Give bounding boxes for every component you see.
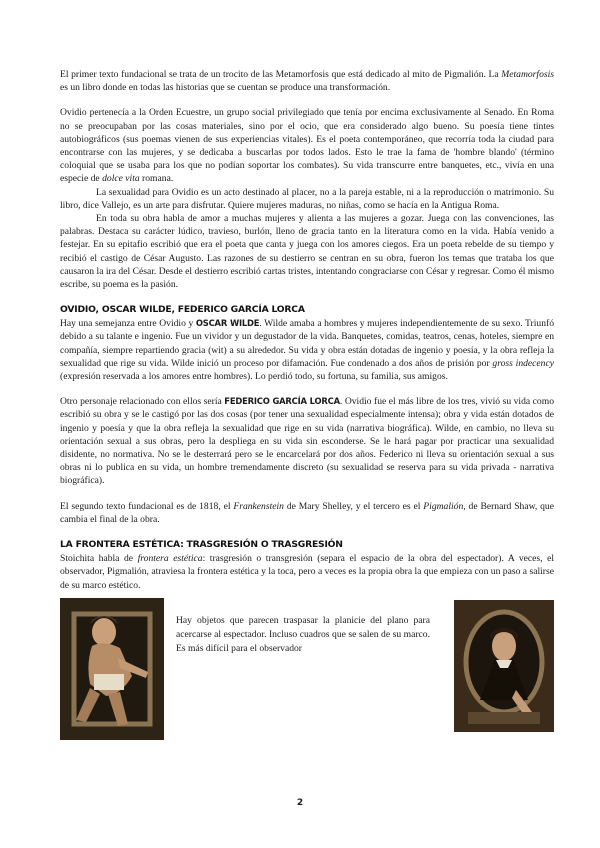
painting-escaping-criticism-image bbox=[60, 598, 164, 740]
name-federico-garcia-lorca: FEDERICO GARCÍA LORCA bbox=[224, 396, 340, 407]
document-page bbox=[60, 68, 554, 748]
portrait-in-oval-frame-image bbox=[454, 600, 554, 732]
wilde-paragraph: Hay una semejanza entre Ovidio y OSCAR WILDE. Wilde amaba a hombres y mujeres independientemente de su sexo. Triunfó debido a su talante e ingenio. Fue un vividor y un degustador de la vida. Banquetes, comidas, teatros, cenas, hoteles, siempre en compañía, siempre repartiendo gracia (wit) a su alrededor. Su vida y obra están dotadas de ingenio y poesía, y la obra refleja la sexualidad que rige su vida. Wilde inició un proceso por difamación. Fue condenado a dos años de prisión por gross indecency (expresión reservada a los amores entre hombres). Lo perdió todo, su fortuna, su familia, sus amigos. bbox=[60, 318, 555, 383]
section-heading-frontera-estetica: LA FRONTERA ESTÉTICA: TRASGRESIÓN O TRASGRESIÓN bbox=[60, 539, 343, 551]
texts-paragraph: El segundo texto fundacional es de 1818, el Frankenstein de Mary Shelley, y el tercero es el Pigmalión, de Bernard Shaw, que cambia el final de la obra. bbox=[60, 500, 554, 525]
objects-text-block bbox=[176, 614, 430, 656]
stoichita-paragraph: Stoichita habla de frontera estética: trasgresión o transgresión (separa el espacio de la obra del espectador). A veces, el observador, Pigmalión, atraviesa la frontera estética y la toca, pero a veces es la propia obra la que empieza con un paso a salirse de su marco estético. bbox=[60, 553, 555, 591]
intro-paragraph: El primer texto fundacional se trata de un trocito de las Metamorfosis que está dedicado al mito de Pigmalión. La Metamorfosis es un libro donde en todas las historias que se cuentan se produce una transformación. bbox=[60, 69, 554, 94]
name-oscar-wilde: OSCAR WILDE bbox=[195, 318, 260, 329]
section-heading-ovidio-wilde-lorca: OVIDIO, OSCAR WILDE, FEDERICO GARCÍA LORCA bbox=[60, 304, 305, 316]
page-number: 2 bbox=[296, 798, 304, 808]
lorca-paragraph: Otro personaje relacionado con ellos sería FEDERICO GARCÍA LORCA. Ovidio fue el más libre de los tres, vivió su vida como escribió su obra y se le castigó por las dos cosas (por tener una sexualidad especialmente intensa); obra y vida están dotados de ingenio y poesía y que la obra refleja la sexualidad que rige en su vida (narrativa biográfica). Wilde, en cambio, no lleva su orientación sexual a sus obras, pero la despliega en su vida sin esconderse. Se le hará pagar por practicar una sexualidad disidente, no normativa. No se le desterrará pero se le encarcelará por dos años. Federico ni lleva su orientación sexual a sus obras ni lo publica en su vida, un hombre tremendamente discreto (su sexualidad se reserva para su vida privada - narrativa biográfica). bbox=[60, 396, 554, 487]
objects-paragraph: Hay objetos que parecen traspasar la planicie del plano para acercarse al espectador. Incluso cuadros que se salen de su marco. Es más difícil para el observador bbox=[176, 614, 430, 654]
illustrated-section bbox=[60, 598, 554, 748]
ovidio-paragraph-2: La sexualidad para Ovidio es un acto destinado al placer, no a la pareja estable, ni a la reproducción o matrimonio. Su libro, dice Vallejo, es un arte para disfrutar. Quiere mujeres maduras, no niñas, como se hacía en la Antigua Roma. bbox=[60, 186, 554, 211]
ovidio-paragraph-1: Ovidio pertenecía a la Orden Ecuestre, un grupo social privilegiado que tenía por encima exclusivamente al Senado. En Roma no se preocupaban por las cosas materiales, sino por el ocio, que era considerado algo bueno. Su poesía tiene tintes autobiográficos (sus poemas vienen de sus experiencias vitales). Es el poeta contemporáneo, que recorría toda la ciudad para encontrarse con las mujeres, y se dedicaba a buscarlas por todos lados. Esto le trae la fama de 'hombre blando' (término coloquial que se usaba para los que no podían soportar los combates). Su vida transcurre entre banquetes, etc., vivía en una especie de dolce vita romana. bbox=[60, 107, 554, 185]
ovidio-paragraph-3: En toda su obra habla de amor a muchas mujeres y alienta a las mujeres a gozar. Juega con las convenciones, las palabras. Destaca su carácter lúdico, travieso, burlón, lleno de gracia tanto en la literatura como en la vida. Había venido a festejar. En su epitafio escribió que era el poeta que canta y juega con los amores ciegos. Era un poeta rebelde de su tiempo y recibió el castigo de César Augusto. Las razones de su destierro se centran en su obra, fueron los temas que trataba los que causaron la ira del César. Desde el destierro escribió cartas tristes, intentando congraciarse con César y regresar. Como él mismo escribe, su poema es la pasión. bbox=[60, 213, 554, 291]
